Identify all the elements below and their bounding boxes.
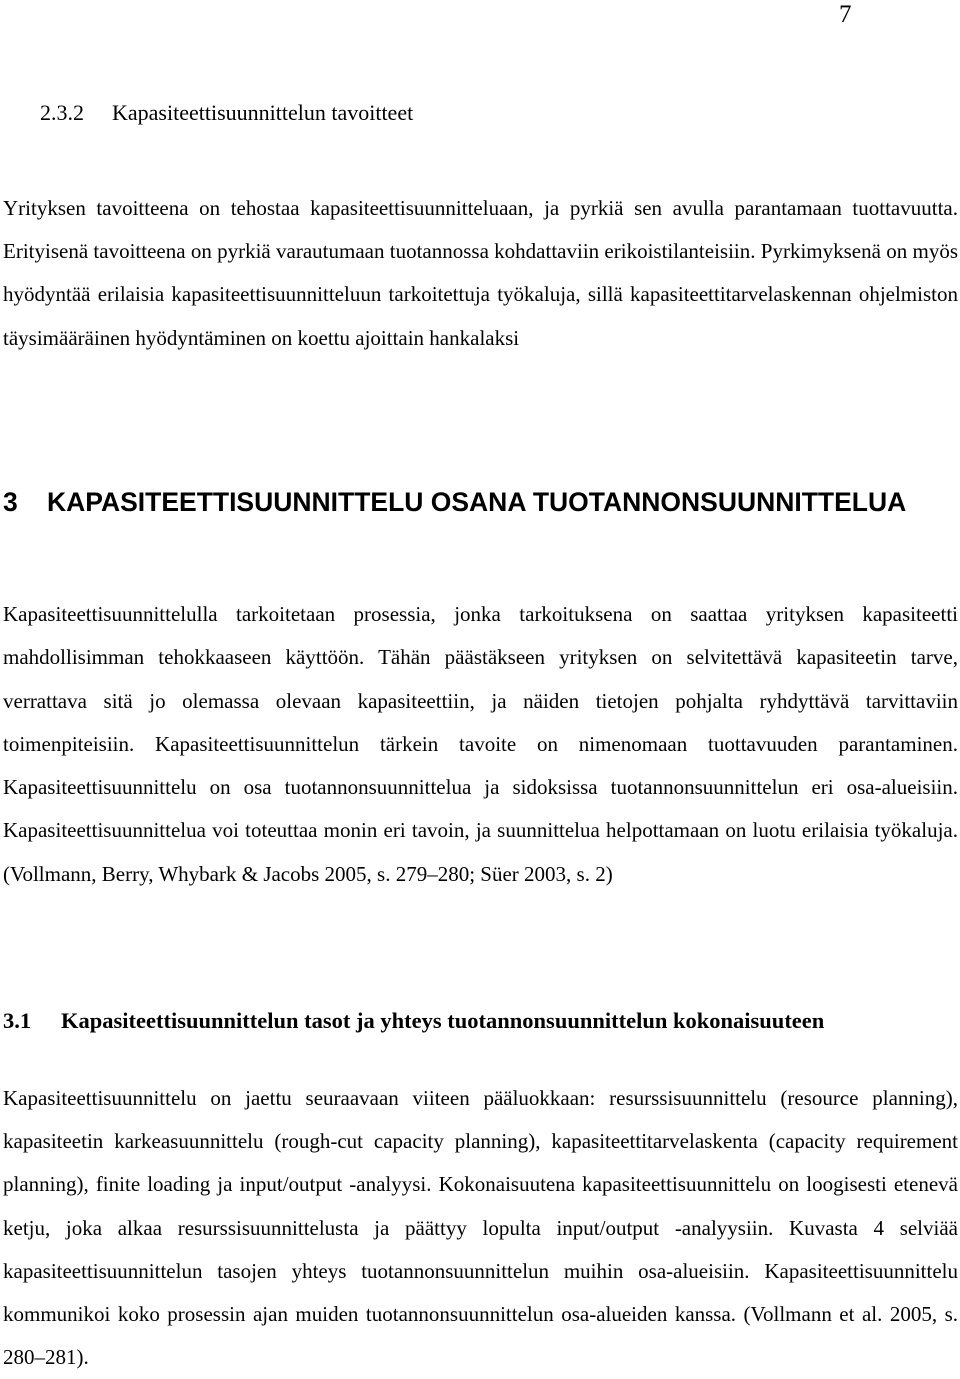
paragraph-planning-levels: Kapasiteettisuunnittelu on jaettu seuraavaan viiteen pääluokkaan: resurssisuunnittelu (resource planning), kapasiteetin karkeasuunnittelu (rough-cut capacity planning), kapasiteettitarvelaskenta (capacity requirement planning), finite loading ja input/output -analyysi. Kokonaisuutena kapasiteettisuunnittelu on loogisesti etenevä ketju, joka alkaa resurssisuunnittelusta ja päättyy lopulta input/output -analyysiin. Kuvasta 4 selviää kapasiteettisuunnittelun tasojen yhteys tuotannonsuunnittelun muihin osa-alueisiin. Kapasiteettisuunnittelu kommunikoi koko prosessin ajan muiden tuotannonsuunnittelun osa-alueiden kanssa. (Vollmann et al. 2005, s. 280–281). xyxy=(3,1086,958,1370)
section-heading-2-3-2 xyxy=(40,98,413,128)
page-number: 7 xyxy=(839,1,852,28)
chapter-heading-3 xyxy=(3,482,958,522)
chapter-title: KAPASITEETTISUUNNITTELU OSANA TUOTANNONSUUNNITTELUA xyxy=(47,487,907,517)
section-title: Kapasiteettisuunnittelun tasot ja yhteys tuotannonsuunnittelun kokonaisuuteen xyxy=(61,1008,825,1033)
section-number: 2.3.2 xyxy=(40,100,84,125)
paragraph-capacity-planning-intro: Kapasiteettisuunnittelulla tarkoitetaan prosessia, jonka tarkoituksena on saattaa yrityksen kapasiteetti mahdollisimman tehokkaaseen käyttöön. Tähän päästäkseen yrityksen on selvitettävä kapasiteetin tarve, verrattava sitä jo olemassa olevaan kapasiteettiin, ja näiden tietojen pohjalta ryhdyttävä tarvittaviin toimenpiteisiin. Kapasiteettisuunnittelun tärkein tavoite on nimenomaan tuottavuuden parantaminen. Kapasiteettisuunnittelu on osa tuotannonsuunnittelua ja sidoksissa tuotannonsuunnittelun eri osa-alueisiin. Kapasiteettisuunnittelua voi toteuttaa monin eri tavoin, ja suunnittelua helpottamaan on luotu erilaisia työkaluja. (Vollmann, Berry, Whybark & Jacobs 2005, s. 279–280; Süer 2003, s. 2) xyxy=(3,602,958,886)
section-heading-3-1 xyxy=(3,1005,824,1037)
section-title: Kapasiteettisuunnittelun tavoitteet xyxy=(112,100,414,125)
chapter-number: 3 xyxy=(3,487,18,517)
section-number: 3.1 xyxy=(3,1008,32,1033)
paragraph-goals: Yrityksen tavoitteena on tehostaa kapasiteettisuunnitteluaan, ja pyrkiä sen avulla parantamaan tuottavuutta. Erityisenä tavoitteena on pyrkiä varautumaan tuotannossa kohdattaviin erikoistilanteisiin. Pyrkimyksenä on myös hyödyntää erilaisia kapasiteettisuunnitteluun tarkoitettuja työkaluja, sillä kapasiteettitarvelaskennan ohjelmiston täysimääräinen hyödyntäminen on koettu ajoittain hankalaksi xyxy=(3,196,958,350)
